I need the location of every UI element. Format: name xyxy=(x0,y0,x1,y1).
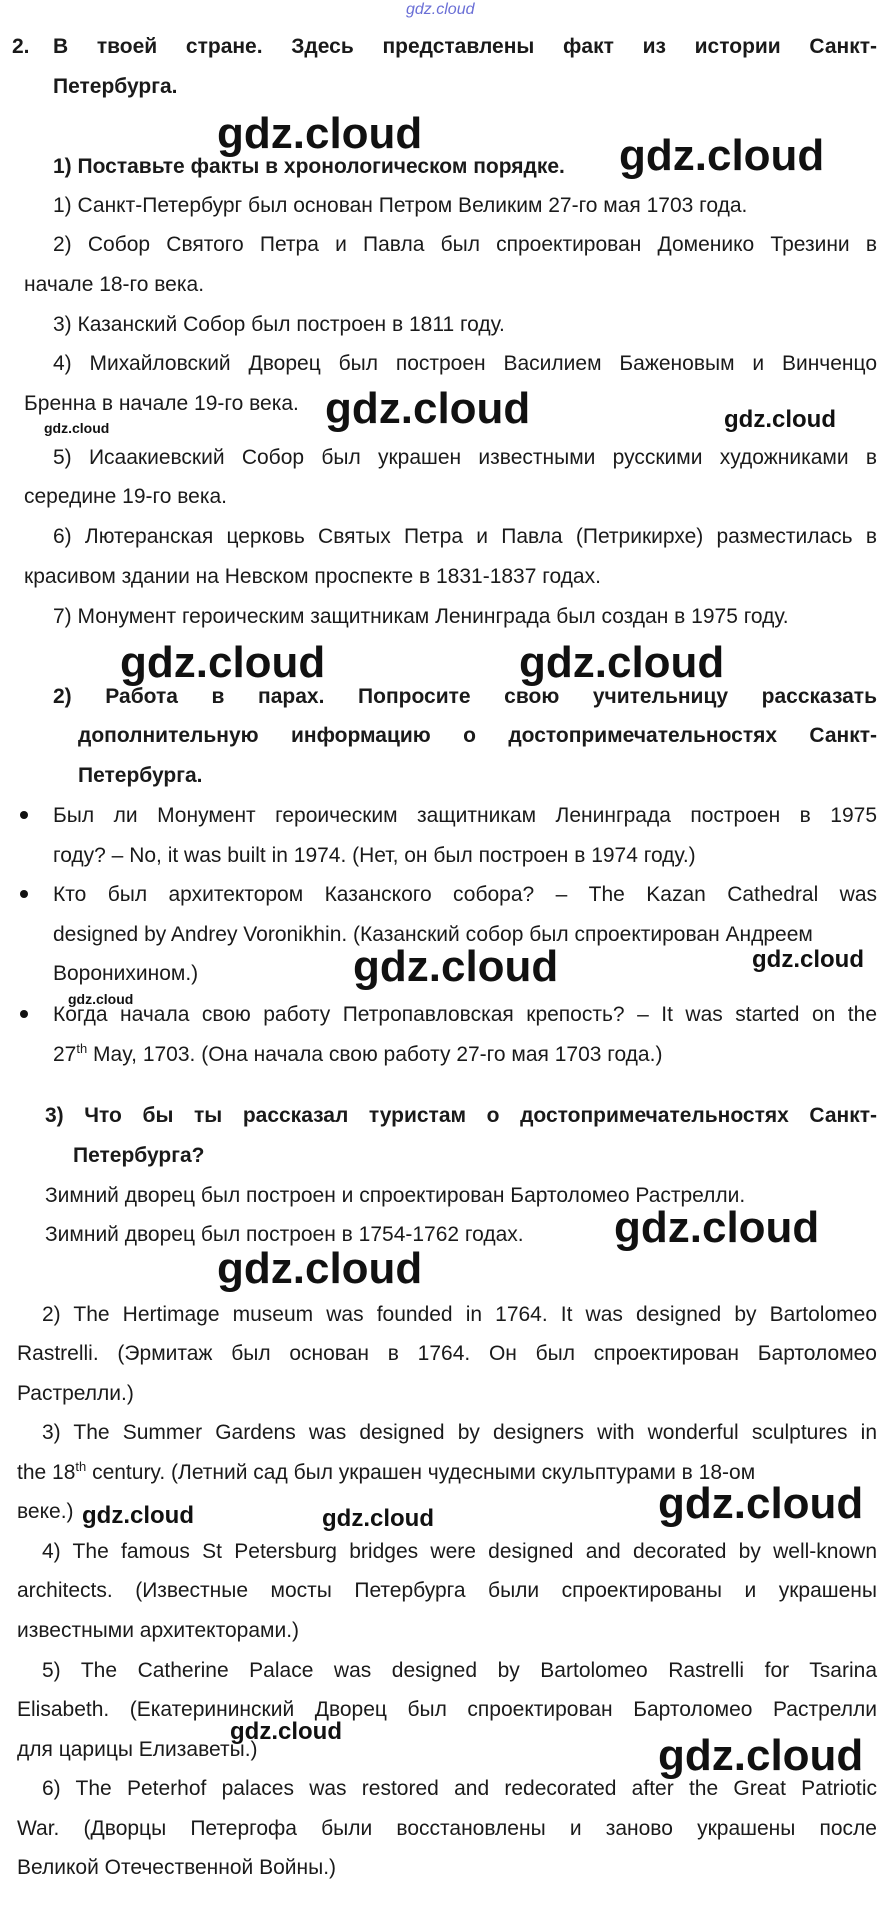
part3-heading-line-1: 3) Что бы ты рассказал туристам о достопримечательностях Санкт- xyxy=(45,1104,877,1127)
part1-line: 5) Исаакиевский Собор был украшен известными русскими художниками в xyxy=(53,446,877,469)
watermark: gdz.cloud xyxy=(120,638,326,687)
part3-heading-line-2: Петербурга? xyxy=(73,1144,205,1167)
watermark: gdz.cloud xyxy=(322,1505,434,1532)
part1-line: 3) Казанский Собор был построен в 1811 году. xyxy=(53,313,505,336)
part3-line: веке.) xyxy=(17,1500,74,1523)
watermark: gdz.cloud xyxy=(519,638,725,687)
bullet-line: году? – No, it was built in 1974. (Нет, он был построен в 1974 году.) xyxy=(53,844,696,867)
bullet-line: Был ли Монумент героическим защитникам Ленинграда построен в 1975 xyxy=(53,804,877,827)
part3-line: architects. (Известные мосты Петербурга были спроектированы и украшены xyxy=(17,1579,877,1602)
bullet-line xyxy=(53,1042,662,1068)
part1-line: Бренна в начале 19-го века. xyxy=(24,392,299,415)
superscript: th xyxy=(76,1041,88,1056)
part3-line: 2) The Hertimage museum was founded in 1764. It was designed by Bartolomeo xyxy=(42,1303,877,1326)
part3-line: Rastrelli. (Эрмитаж был основан в 1764. Он был спроектирован Бартоломео xyxy=(17,1342,877,1365)
part3-line: 6) The Peterhof palaces was restored and redecorated after the Great Patriotic xyxy=(42,1777,877,1800)
part1-line: 4) Михайловский Дворец был построен Василием Баженовым и Винченцо xyxy=(53,352,877,375)
watermark: gdz.cloud xyxy=(217,1244,423,1293)
part3-line: War. (Дворцы Петергофа были восстановлены и заново украшены после xyxy=(17,1817,877,1840)
bullet-dot xyxy=(20,1010,28,1018)
part3-line: Зимний дворец был построен и спроектирован Бартоломео Растрелли. xyxy=(45,1184,746,1207)
watermark: gdz.cloud xyxy=(44,420,110,436)
part3-line: Великой Отечественной Войны.) xyxy=(17,1856,337,1879)
watermark: gdz.cloud xyxy=(68,991,134,1007)
part2-heading-line-2: дополнительную информацию о достопримечательностях Санкт- xyxy=(78,724,877,747)
part3-line: известными архитекторами.) xyxy=(17,1619,300,1642)
watermark: gdz.cloud xyxy=(658,1479,864,1528)
part3-line: 4) The famous St Petersburg bridges were designed and decorated by well-known xyxy=(42,1540,877,1563)
watermark-top: gdz.cloud xyxy=(406,1,475,18)
part1-line: начале 18-го века. xyxy=(24,273,205,296)
task-title-line-2: Петербурга. xyxy=(53,75,178,98)
task-number: 2. xyxy=(12,35,30,58)
watermark: gdz.cloud xyxy=(752,946,864,973)
part2-heading-line-3: Петербурга. xyxy=(78,764,203,787)
watermark: gdz.cloud xyxy=(82,1502,194,1529)
bullet-line: Кто был архитектором Казанского собора? – The Kazan Cathedral was xyxy=(53,883,877,906)
bullet-line: designed by Andrey Voronikhin. (Казанский собор был спроектирован Андреем xyxy=(53,923,813,946)
part1-line: 2) Собор Святого Петра и Павла был спроектирован Доменико Трезини в xyxy=(53,233,877,256)
part1-line: середине 19-го века. xyxy=(24,485,227,508)
watermark: gdz.cloud xyxy=(230,1718,342,1745)
part1-heading: 1) Поставьте факты в хронологическом порядке. xyxy=(53,155,565,178)
bullet-text: 27 xyxy=(53,1043,77,1066)
bullet-line: Когда начала свою работу Петропавловская крепость? – It was started on the xyxy=(53,1003,877,1026)
watermark: gdz.cloud xyxy=(217,109,423,158)
part3-line: Elisabeth. (Екатерининский Дворец был спроектирован Бартоломео Растрелли xyxy=(17,1698,877,1721)
bullet-text: May, 1703. (Она начала свою работу 27-го мая 1703 года.) xyxy=(87,1043,663,1066)
part1-line: 1) Санкт-Петербург был основан Петром Великим 27-го мая 1703 года. xyxy=(53,194,748,217)
bullet-dot xyxy=(20,811,28,819)
part1-line: 7) Монумент героическим защитникам Ленинграда был создан в 1975 году. xyxy=(53,605,789,628)
part3-line: 3) The Summer Gardens was designed by designers with wonderful sculptures in xyxy=(42,1421,877,1444)
watermark: gdz.cloud xyxy=(614,1203,820,1252)
part2-heading-line-1: 2) Работа в парах. Попросите свою учительницу рассказать xyxy=(53,685,877,708)
line-text: century. (Летний сад был украшен чудесными скульптурами в 18-ом xyxy=(86,1461,756,1484)
watermark: gdz.cloud xyxy=(353,942,559,991)
bullet-dot xyxy=(20,890,28,898)
watermark: gdz.cloud xyxy=(658,1731,864,1780)
watermark: gdz.cloud xyxy=(325,384,531,433)
task-title-line-1: В твоей стране. Здесь представлены факт из истории Санкт- xyxy=(53,35,877,58)
superscript: th xyxy=(75,1459,87,1474)
part1-line: красивом здании на Невском проспекте в 1831-1837 годах. xyxy=(24,565,601,588)
part3-line: для царицы Елизаветы.) xyxy=(17,1738,258,1761)
watermark: gdz.cloud xyxy=(619,131,825,180)
part3-line xyxy=(17,1460,755,1486)
line-text: the 18 xyxy=(17,1461,76,1484)
part3-line: 5) The Catherine Palace was designed by Bartolomeo Rastrelli for Tsarina xyxy=(42,1659,877,1682)
watermark: gdz.cloud xyxy=(724,406,836,433)
part3-line: Растрелли.) xyxy=(17,1382,134,1405)
bullet-line: Воронихином.) xyxy=(53,962,199,985)
part1-line: 6) Лютеранская церковь Святых Петра и Павла (Петрикирхе) разместилась в xyxy=(53,525,877,548)
part3-line: Зимний дворец был построен в 1754-1762 годах. xyxy=(45,1223,524,1246)
